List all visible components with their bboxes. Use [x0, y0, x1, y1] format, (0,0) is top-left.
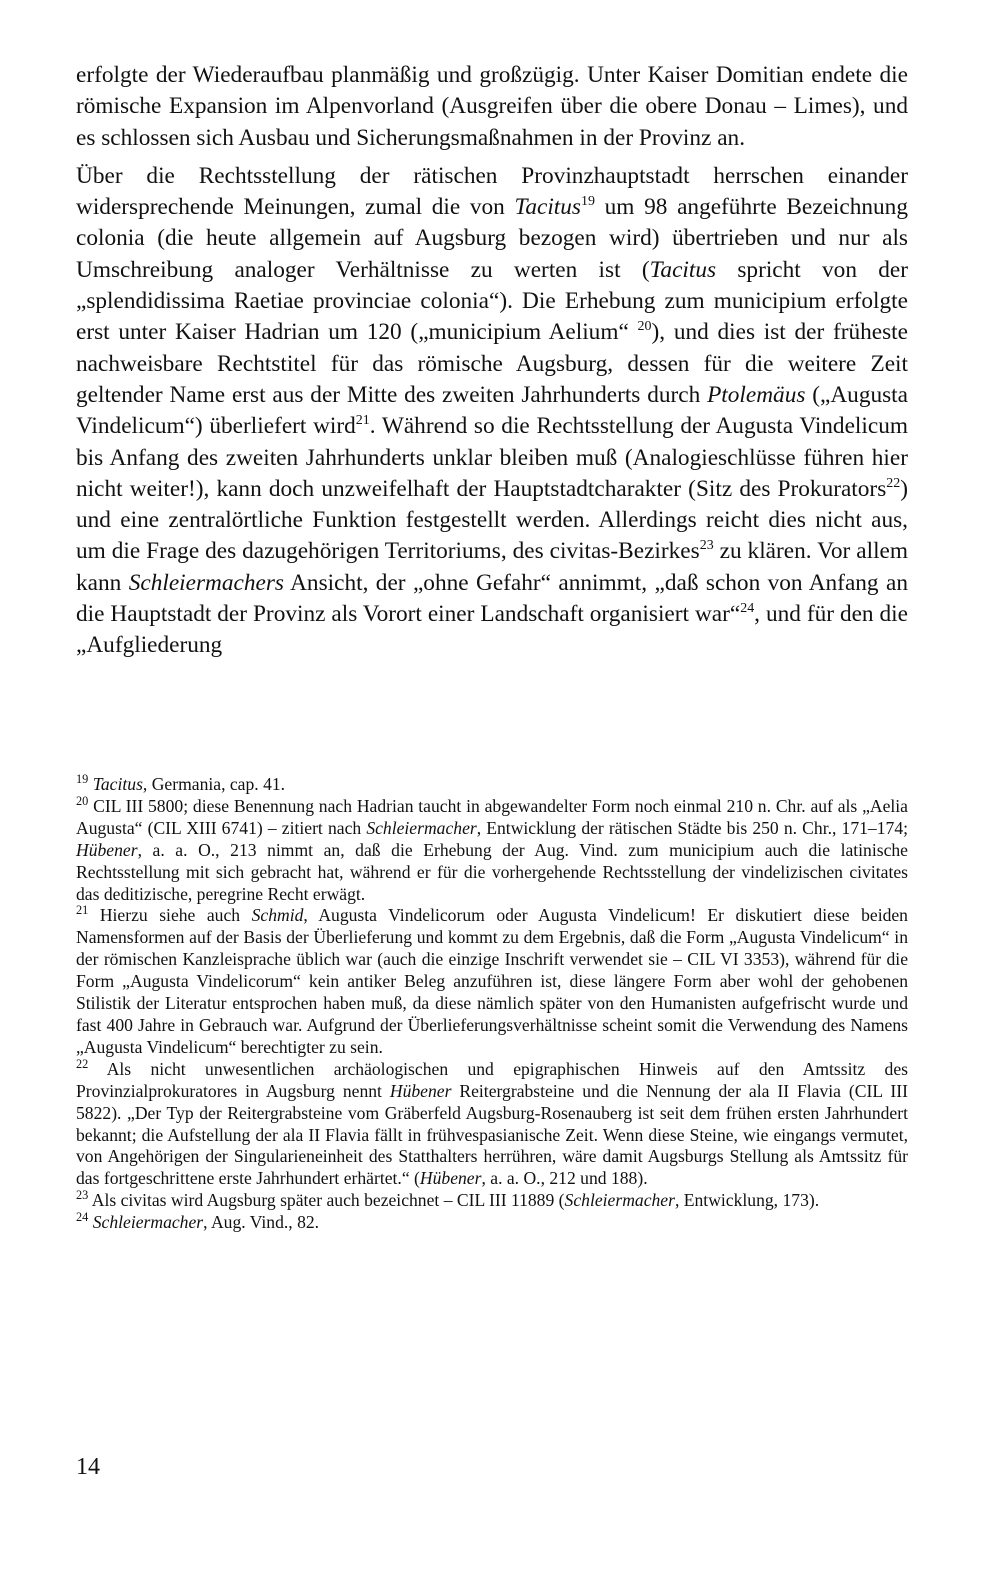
footnote-24	[76, 1212, 908, 1234]
footnote-author: Schleiermacher	[92, 1212, 204, 1233]
footnote-ref-22: 22	[886, 476, 901, 492]
footnotes	[76, 774, 908, 1234]
footnote-text: , a. a. O., 213 nimmt an, daß die Erhebung der Aug. Vind. zum municipium auch die latinische Rechtsstellung mit sich gebracht hat, während er für die vorhergehende Rechtsstellung der vindelizischen civitates das deditizische, peregrine Recht erwägt.	[76, 839, 908, 904]
author-schleiermacher: Schleiermachers	[128, 569, 284, 596]
paragraph-2	[76, 161, 908, 662]
footnote-number: 19	[76, 772, 89, 787]
page-number: 14	[76, 1454, 100, 1480]
author-ptolemaeus: Ptolemäus	[707, 381, 806, 408]
text-run: ), und dies ist der früheste nachweisbare Rechtstitel für das römische Augsburg, dessen für die weitere Zeit geltender Name erst aus der Mitte des zweiten Jahrhunderts durch	[76, 319, 908, 408]
footnote-author: Schleiermacher	[366, 817, 477, 838]
footnote-23	[76, 1190, 908, 1212]
text-run: . Während so die Rechtsstellung der Augusta Vindelicum bis Anfang des zweiten Jahrhunderts unklar bleiben muß (Analogieschlüsse führen hier nicht weiter!), kann doch unzweifelhaft der Hauptstadtcharakter (Sitz des Prokurators	[76, 413, 908, 502]
footnote-author: Hübener	[419, 1168, 482, 1189]
footnote-author: Hübener	[389, 1080, 452, 1101]
footnote-text: Reitergrabsteine und die Nennung der ala II Flavia (CIL III 5822). „Der Typ der Reitergrabsteine vom Gräberfeld Augsburg-Rosenauberg ist seit dem frühen ersten Jahrhundert bekannt; die Aufstellung der ala II Flavia fällt in frühvespasianische Zeit. Wenn diese Steine, wie eingangs vermutet, von Angehörigen der Singularieneinheit des Statthalters herrühren, wäre damit Augsburgs Stellung als Amtssitz für das fortgeschrittene erste Jahrhundert erhärtet.“ (	[76, 1080, 908, 1189]
footnote-text: CIL III 5800; diese Benennung nach Hadrian taucht in abgewandelter Form noch einmal 210 n. Chr. auf als „Aelia Augusta“ (CIL XIII 6741) – zitiert nach	[76, 795, 908, 838]
text-run: spricht von der „splendidissima Raetiae provinciae colonia“). Die Erhebung zum municipium erfolgte erst unter Kaiser Hadrian um 120 („municipium Aelium“	[76, 256, 908, 346]
footnote-ref-20: 20	[637, 319, 652, 335]
footnote-ref-24: 24	[740, 601, 755, 617]
footnote-author: Tacitus	[92, 774, 143, 794]
text-run: , und für den die „Aufgliederung	[76, 601, 908, 659]
footnote-number: 22	[76, 1056, 89, 1071]
footnote-text: Hierzu siehe auch	[99, 905, 252, 926]
footnote-ref-21: 21	[355, 413, 370, 429]
footnote-author: Hübener	[76, 839, 138, 860]
footnote-ref-23: 23	[699, 538, 714, 554]
paragraph-1-text: erfolgte der Wiederaufbau planmäßig und großzügig. Unter Kaiser Domitian endete die römische Expansion im Alpenvorland (Ausgreifen über die obere Donau – Limes), und es schlossen sich Ausbau und Sicherungsmaßnahmen in der Provinz an.	[76, 62, 908, 151]
text-run: ) und eine zentralörtliche Funktion festgestellt werden. Allerdings reicht dies nicht aus, um die Frage des dazugehörigen Territoriums, des civitas-Bezirkes	[76, 475, 908, 565]
text-run: zu klären. Vor allem kann	[76, 538, 909, 596]
author-tacitus: Tacitus	[514, 194, 581, 221]
footnote-text: Als civitas wird Augsburg später auch bezeichnet – CIL III 11889 (	[91, 1190, 565, 1211]
footnote-text: , Aug. Vind., 82.	[203, 1212, 320, 1233]
author-tacitus: Tacitus	[649, 256, 717, 283]
footnote-author: Schleiermacher	[564, 1190, 675, 1211]
footnote-text: Als nicht unwesentlichen archäologischen und epigraphischen Hinweis auf den Amtssitz des Provinzialprokuratores in Augsburg nennt	[76, 1058, 908, 1101]
footnote-number: 21	[76, 903, 89, 918]
paragraph-1	[76, 60, 908, 154]
footnote-19	[76, 774, 908, 796]
footnote-text: , Germania, cap. 41.	[142, 774, 286, 794]
footnote-number: 24	[76, 1210, 89, 1225]
text-run: („Augusta Vindelicum“) überliefert wird	[76, 381, 908, 440]
footnote-ref-19: 19	[580, 194, 595, 210]
text-run: um 98 angeführte Bezeichnung colonia (die heute allgemein auf Augsburg bezogen wird) übertrieben und nur als Umschreibung analoger Verhältnisse zu werten ist (	[76, 194, 908, 283]
text-run: Über die Rechtsstellung der rätischen Provinzhauptstadt herrschen einander widersprechende Meinungen, zumal die von	[76, 162, 908, 221]
footnote-22	[76, 1056, 908, 1190]
footnote-text: , Entwicklung, 173).	[674, 1190, 820, 1211]
text-run: Ansicht, der „ohne Gefahr“ annimmt, „daß schon von Anfang an die Hauptstadt der Provinz als Vorort einer Landschaft organisiert war“	[76, 569, 908, 628]
footnote-number: 23	[76, 1188, 89, 1203]
footnote-21	[76, 905, 908, 1058]
main-text	[76, 60, 908, 662]
footnote-number: 20	[76, 794, 89, 809]
footnote-text: , Augusta Vindelicorum oder Augusta Vindelicum! Er diskutiert diese beiden Namensformen auf der Basis der Überlieferung und kommt zu dem Ergebnis, daß die Form „Augusta Vindelicum“ in der römischen Kanzleisprache üblich war (auch die einzige Inschrift verwendet sie – CIL VI 3353), während für die Form „Augusta Vindelicorum“ kein antiker Beleg anzuführen ist, diese längere Form aber wohl der gehobenen Stilistik der Literatur entsprochen haben muß, da diese nämlich später von den Humanisten aufgefrischt wurde und fast 400 Jahre in Gebrauch war. Aufgrund der Überlieferungsverhältnisse scheint somit die Verwendung des Namens „Augusta Vindelicum“ berechtigter zu sein.	[76, 905, 908, 1057]
footnote-author: Schmid	[251, 905, 304, 926]
footnote-20	[76, 796, 908, 906]
footnote-text: , a. a. O., 212 und 188).	[481, 1168, 648, 1189]
footnote-text: , Entwicklung der rätischen Städte bis 250 n. Chr., 171–174;	[476, 817, 908, 838]
